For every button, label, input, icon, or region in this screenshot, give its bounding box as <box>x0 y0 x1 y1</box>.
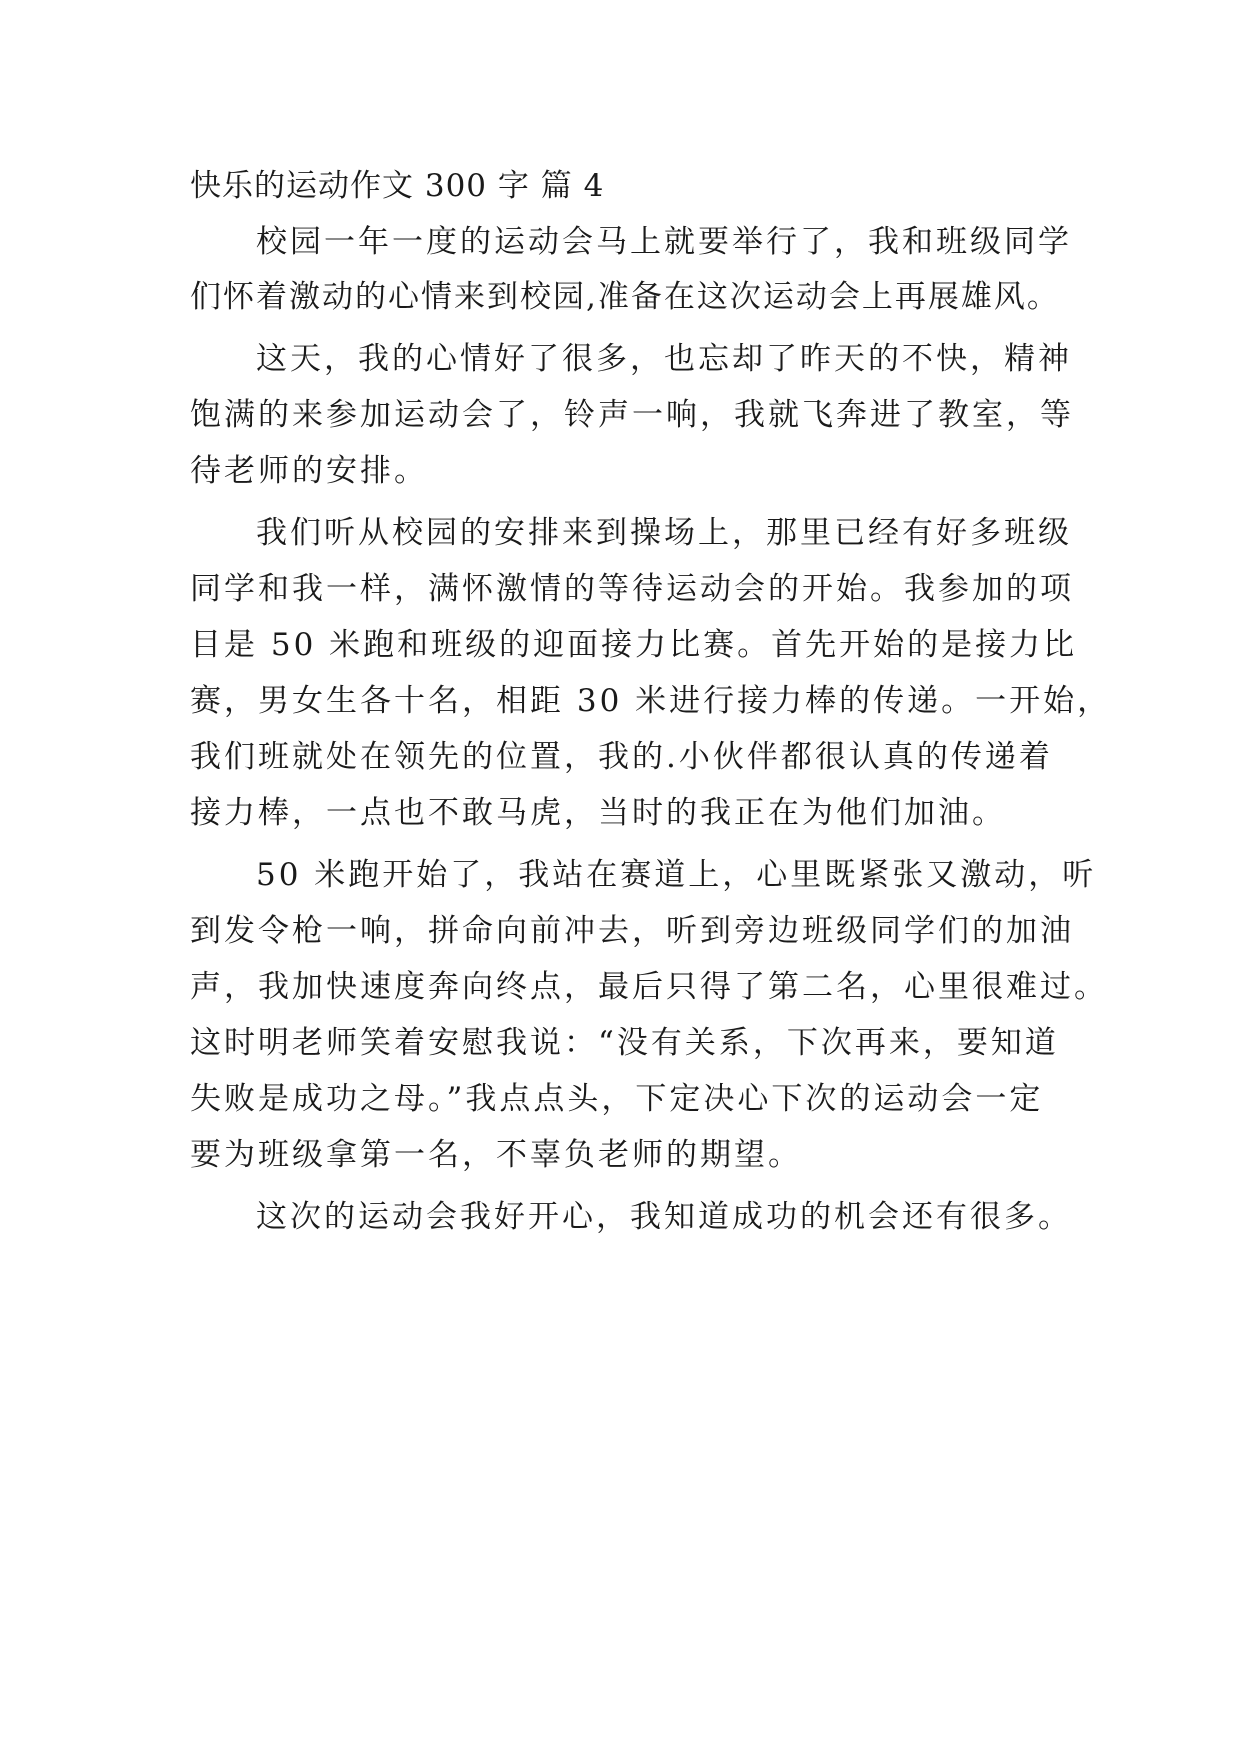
paragraph-line: 这次的运动会我好开心，我知道成功的机会还有很多。 <box>256 1199 1072 1235</box>
paragraph-line: 失败是成功之母。”我点点头，下定决心下次的运动会一定 <box>190 1081 1044 1117</box>
paragraph-line: 校园一年一度的运动会马上就要举行了，我和班级同学 <box>256 224 1072 260</box>
paragraph-line: 这天，我的心情好了很多，也忘却了昨天的不快，精神 <box>256 341 1072 377</box>
paragraph-line: 这时明老师笑着安慰我说：“没有关系，下次再来，要知道 <box>190 1025 1059 1061</box>
paragraph-line: 要为班级拿第一名，不辜负老师的期望。 <box>190 1137 802 1173</box>
paragraph-line: 目是 50 米跑和班级的迎面接力比赛。首先开始的是接力比 <box>190 627 1078 663</box>
paragraph-line: 50 米跑开始了，我站在赛道上，心里既紧张又激动，听 <box>256 857 1097 893</box>
paragraph-line: 我们班就处在领先的位置，我的.小伙伴都很认真的传递着 <box>190 739 1053 775</box>
paragraph-line: 饱满的来参加运动会了，铃声一响，我就飞奔进了教室，等 <box>190 397 1074 433</box>
page-title: 快乐的运动作文 300 字 篇 4 <box>190 168 605 204</box>
paragraph-line: 待老师的安排。 <box>190 453 428 489</box>
paragraph-line: 赛，男女生各十名，相距 30 米进行接力棒的传递。一开始， <box>190 683 1112 719</box>
paragraph-line: 到发令枪一响，拼命向前冲去，听到旁边班级同学们的加油 <box>190 913 1074 949</box>
paragraph-line: 我们听从校园的安排来到操场上，那里已经有好多班级 <box>256 515 1072 551</box>
paragraph-line: 声，我加快速度奔向终点，最后只得了第二名，心里很难过。 <box>190 969 1108 1005</box>
paragraph-line: 同学和我一样，满怀激情的等待运动会的开始。我参加的项 <box>190 571 1074 607</box>
paragraph-line: 接力棒，一点也不敢马虎，当时的我正在为他们加油。 <box>190 795 1006 831</box>
paragraph-line: 们怀着激动的心情来到校园,准备在这次运动会上再展雄风。 <box>190 279 1060 315</box>
